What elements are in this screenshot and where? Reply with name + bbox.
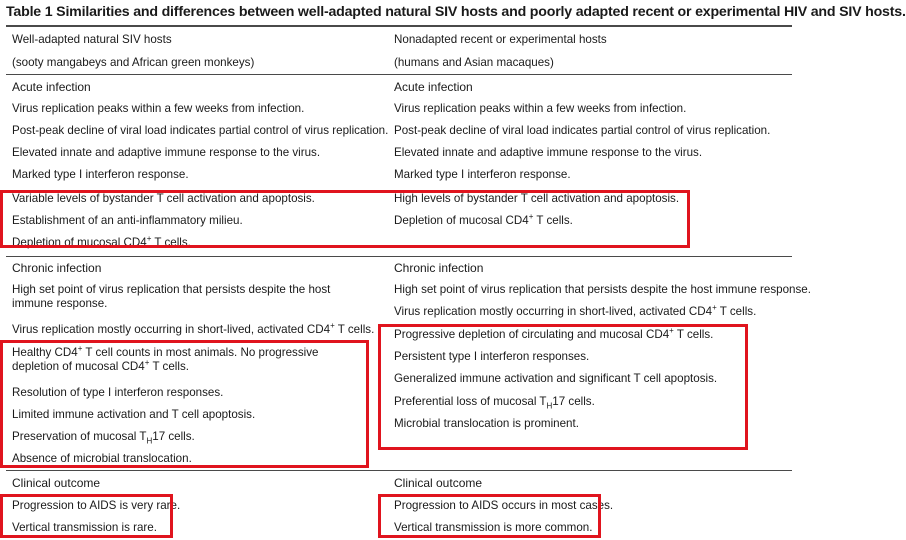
acute-heading-right: Acute infection	[394, 80, 473, 94]
left-column-subheader: (sooty mangabeys and African green monkeys)	[12, 56, 255, 69]
chronic-right-row: Microbial translocation is prominent.	[394, 417, 579, 430]
acute-left-row: Marked type I interferon response.	[12, 168, 189, 181]
chronic-left-row: Virus replication mostly occurring in short-lived, activated CD4+ T cells.	[12, 321, 375, 336]
highlight-box-outcome-right	[378, 494, 601, 538]
chronic-right-row: High set point of virus replication that persists despite the host immune response.	[394, 283, 811, 296]
acute-left-row: Establishment of an anti-inflammatory milieu.	[12, 214, 243, 227]
acute-left-row: Variable levels of bystander T cell activation and apoptosis.	[12, 192, 315, 205]
outcome-right-row: Vertical transmission is more common.	[394, 521, 593, 534]
chronic-right-row: Generalized immune activation and significant T cell apoptosis.	[394, 372, 718, 385]
outcome-left-row: Vertical transmission is rare.	[12, 521, 157, 534]
table-title: Table 1 Similarities and differences between well-adapted natural SIV hosts and poorly adapted recent or experimental HIV and SIV hosts.	[6, 4, 906, 20]
acute-right-row: Virus replication peaks within a few weeks from infection.	[394, 102, 687, 115]
chronic-left-row: Healthy CD4+ T cell counts in most animals. No progressive depletion of mucosal CD4+ T cells.	[12, 344, 319, 373]
outcome-heading-right: Clinical outcome	[394, 476, 483, 490]
right-column-header: Nonadapted recent or experimental hosts	[394, 33, 607, 46]
chronic-left-row: Resolution of type I interferon responses.	[12, 386, 224, 399]
right-column-subheader: (humans and Asian macaques)	[394, 56, 554, 69]
title-rule	[6, 25, 792, 27]
acute-right-row: Elevated innate and adaptive immune response to the virus.	[394, 146, 703, 159]
acute-left-row: Depletion of mucosal CD4+ T cells.	[12, 234, 191, 249]
acute-rule	[6, 256, 792, 257]
outcome-heading-left: Clinical outcome	[12, 476, 101, 490]
highlight-box-chronic-right	[378, 324, 748, 450]
chronic-heading-right: Chronic infection	[394, 261, 484, 275]
acute-right-row: Depletion of mucosal CD4+ T cells.	[394, 212, 573, 227]
chronic-left-row: Limited immune activation and T cell apoptosis.	[12, 408, 256, 421]
chronic-rule	[6, 470, 792, 471]
left-column-header: Well-adapted natural SIV hosts	[12, 33, 172, 46]
outcome-right-row: Progression to AIDS occurs in most cases.	[394, 499, 614, 512]
chronic-right-row: Progressive depletion of circulating and mucosal CD4+ T cells.	[394, 326, 714, 341]
chronic-left-row: Absence of microbial translocation.	[12, 452, 192, 465]
acute-right-row: High levels of bystander T cell activation and apoptosis.	[394, 192, 680, 205]
acute-left-row: Elevated innate and adaptive immune response to the virus.	[12, 146, 321, 159]
highlight-box-outcome-left	[0, 494, 173, 538]
chronic-heading-left: Chronic infection	[12, 261, 102, 275]
acute-right-row: Post-peak decline of viral load indicates partial control of virus replication.	[394, 124, 771, 137]
chronic-right-row: Virus replication mostly occurring in short-lived, activated CD4+ T cells.	[394, 303, 757, 318]
highlight-box-chronic-left	[0, 340, 369, 468]
chronic-left-row: Preservation of mucosal $T_H17$ cells.	[12, 430, 195, 446]
acute-right-row: Marked type I interferon response.	[394, 168, 571, 181]
chronic-right-row: Persistent type I interferon responses.	[394, 350, 590, 363]
acute-left-row: Post-peak decline of viral load indicates partial control of virus replication.	[12, 124, 389, 137]
chronic-left-row: High set point of virus replication that persists despite the host immune response.	[12, 283, 331, 310]
acute-left-row: Virus replication peaks within a few weeks from infection.	[12, 102, 305, 115]
outcome-left-row: Progression to AIDS is very rare.	[12, 499, 181, 512]
highlight-box-acute	[0, 190, 690, 248]
chronic-right-row: Preferential loss of mucosal $T_H17$ cells.	[394, 395, 595, 411]
acute-heading-left: Acute infection	[12, 80, 91, 94]
header-rule	[6, 74, 792, 75]
